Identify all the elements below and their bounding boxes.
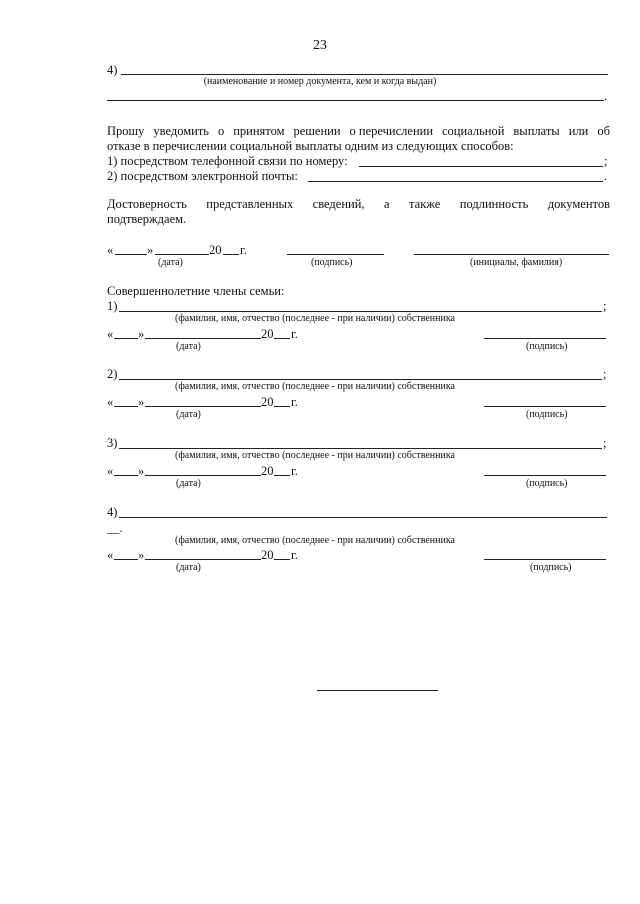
member-date-year-prefix: 20 (261, 464, 274, 478)
date-month-line[interactable] (155, 254, 209, 255)
date-day-line[interactable] (115, 254, 147, 255)
member-date-open-quote: « (107, 548, 114, 562)
member-date-month-line[interactable] (145, 559, 261, 560)
document-item-number: 4) (107, 63, 118, 77)
notify-word: или (568, 124, 589, 138)
member-date-open-quote: « (107, 395, 114, 409)
member-date-year-line[interactable] (274, 559, 290, 560)
member-date-close-quote: » (138, 395, 145, 409)
member-fio-caption: (фамилия, имя, отчество (последнее - при наличии) собственника (175, 313, 455, 324)
member-signature-line[interactable] (484, 406, 606, 407)
member-date-year-prefix: 20 (261, 548, 274, 562)
document-line-2[interactable] (107, 100, 604, 101)
confirm-word: Достоверность (107, 197, 187, 211)
signature-caption: (подпись) (311, 257, 353, 268)
member-number: 2) (107, 367, 118, 381)
email-label: 2) посредством электронной почты: (107, 169, 298, 183)
member-number: 4) (107, 505, 118, 519)
date-caption: (дата) (158, 257, 183, 268)
notify-word: Прошу (107, 124, 145, 138)
member-date-month-line[interactable] (145, 475, 261, 476)
member-date-close-quote: » (138, 548, 145, 562)
member-date-year-suffix: г. (291, 395, 298, 409)
confirm-word: документов (547, 197, 610, 211)
member-date-day-line[interactable] (114, 475, 138, 476)
member-date-open-quote: « (107, 327, 114, 341)
email-input-line[interactable] (308, 181, 603, 182)
date-close-quote: » (147, 243, 154, 257)
document-caption: (наименование и номер документа, кем и когда выдан) (203, 76, 437, 87)
notify-paragraph-line2: отказе в перечислении социальной выплаты одним из следующих способов: (107, 139, 514, 153)
member-line-end: ; (603, 367, 607, 381)
member-fio-caption: (фамилия, имя, отчество (последнее - при наличии) собственника (175, 535, 455, 546)
member-date-year-suffix: г. (291, 464, 298, 478)
member-date-day-line[interactable] (114, 406, 138, 407)
member-date-caption: (дата) (176, 409, 201, 420)
member-date-month-line[interactable] (145, 406, 261, 407)
member-number: 1) (107, 299, 118, 313)
name-line[interactable] (414, 254, 609, 255)
family-members-heading: Совершеннолетние члены семьи: (107, 284, 285, 298)
member-signature-caption: (подпись) (526, 409, 568, 420)
closing-separator-line (317, 690, 438, 691)
member-date-year-line[interactable] (274, 338, 290, 339)
member-date-close-quote: » (138, 327, 145, 341)
member-date-close-quote: » (138, 464, 145, 478)
phone-input-line[interactable] (359, 166, 603, 167)
phone-line-end: ; (604, 154, 608, 168)
member-fio-line[interactable] (119, 379, 602, 380)
confirm-word: представленных (206, 197, 294, 211)
document-line-end: . (604, 89, 608, 103)
member-date-caption: (дата) (176, 562, 201, 573)
member-line-end: ; (603, 436, 607, 450)
date-year-prefix: 20 (209, 243, 222, 257)
notify-word: о перечислении (349, 124, 434, 138)
member-date-caption: (дата) (176, 478, 201, 489)
confirm-word: а (384, 197, 390, 211)
notify-word: о (217, 124, 225, 138)
member-fio-caption: (фамилия, имя, отчество (последнее - при наличии) собственника (175, 450, 455, 461)
date-open-quote: « (107, 243, 114, 257)
member-fio-line[interactable] (119, 311, 602, 312)
notify-word: социальной (442, 124, 505, 138)
confirm-word: сведений, (312, 197, 365, 211)
member-date-year-line[interactable] (274, 475, 290, 476)
date-year-suffix: г. (240, 243, 247, 257)
confirm-paragraph-line2: подтверждаем. (107, 212, 187, 226)
notify-word: выплаты (513, 124, 560, 138)
member-date-open-quote: « (107, 464, 114, 478)
notify-word: принятом (233, 124, 285, 138)
signature-line[interactable] (287, 254, 384, 255)
member-signature-caption: (подпись) (530, 562, 572, 573)
member-date-year-prefix: 20 (261, 395, 274, 409)
member-signature-line[interactable] (484, 338, 606, 339)
member-date-year-suffix: г. (291, 327, 298, 341)
member-fio-caption: (фамилия, имя, отчество (последнее - при наличии) собственника (175, 381, 455, 392)
member-date-caption: (дата) (176, 341, 201, 352)
confirm-word: подлинность (459, 197, 529, 211)
member-date-year-prefix: 20 (261, 327, 274, 341)
member-date-year-line[interactable] (274, 406, 290, 407)
email-line-end: . (604, 169, 608, 183)
confirm-word: также (409, 197, 441, 211)
page-number: 23 (313, 38, 327, 53)
member-signature-caption: (подпись) (526, 478, 568, 489)
member-date-day-line[interactable] (114, 338, 138, 339)
notify-word: решении (293, 124, 341, 138)
notify-word: об (597, 124, 610, 138)
member-fio-line[interactable] (119, 517, 607, 518)
name-caption: (инициалы, фамилия) (470, 257, 563, 268)
member-fio-line[interactable] (119, 448, 602, 449)
member-signature-line[interactable] (484, 475, 606, 476)
document-line[interactable] (121, 74, 608, 75)
member-number: 3) (107, 436, 118, 450)
member-date-year-suffix: г. (291, 548, 298, 562)
member-continuation-mark: __. (107, 521, 123, 535)
member-date-month-line[interactable] (145, 338, 261, 339)
member-signature-caption: (подпись) (526, 341, 568, 352)
phone-label: 1) посредством телефонной связи по номеру: (107, 154, 348, 168)
date-year-line[interactable] (223, 254, 239, 255)
member-signature-line[interactable] (484, 559, 606, 560)
member-date-day-line[interactable] (114, 559, 138, 560)
member-line-end: ; (603, 299, 607, 313)
confirm-paragraph-line1 (107, 197, 610, 212)
notify-word: уведомить (153, 124, 209, 138)
notify-paragraph-line1 (107, 124, 610, 139)
